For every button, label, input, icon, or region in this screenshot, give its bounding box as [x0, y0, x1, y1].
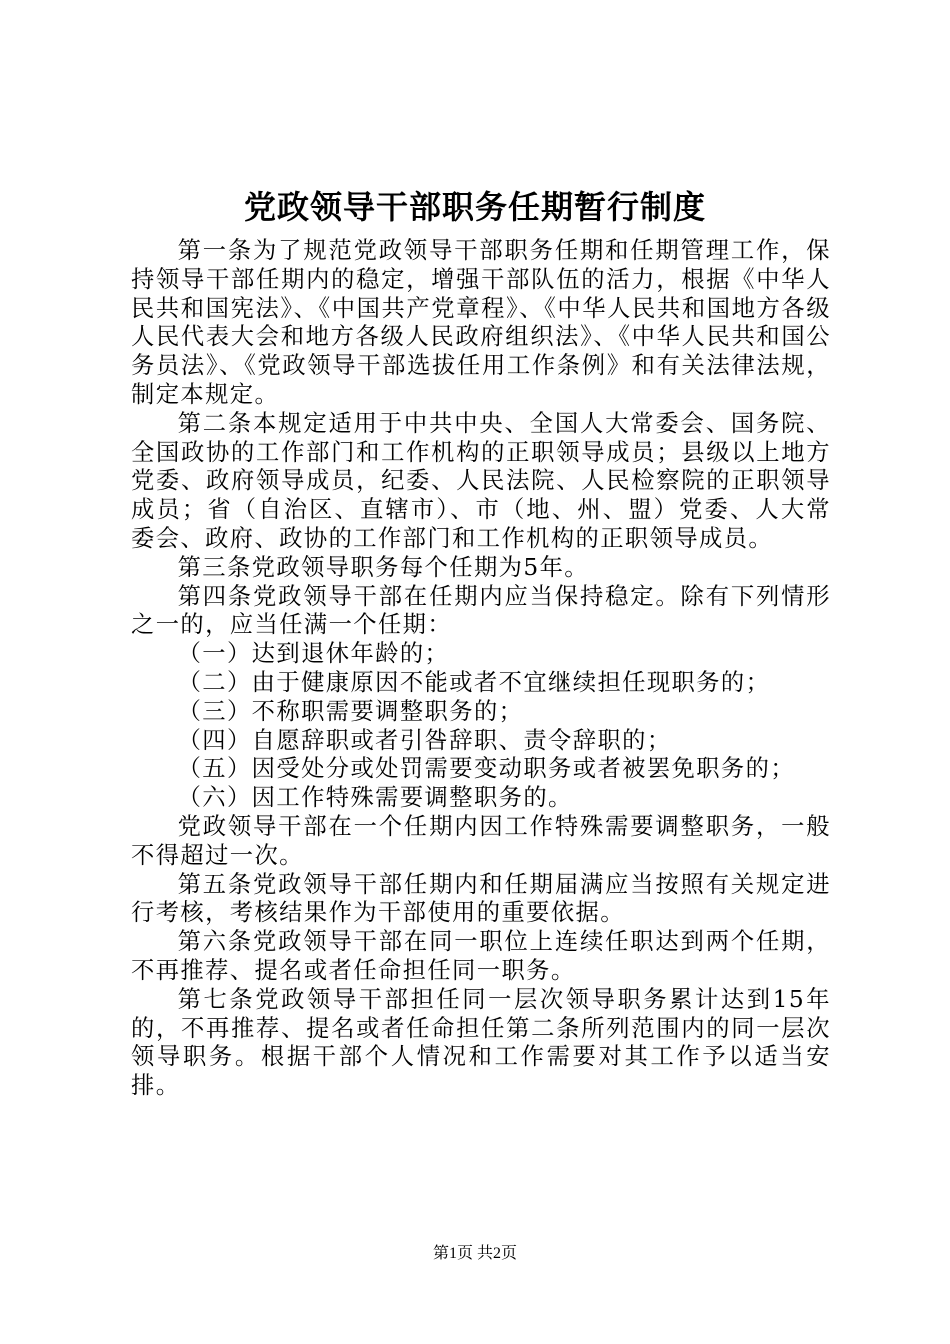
paragraph-article-6: 第六条党政领导干部在同一职位上连续任职达到两个任期，不再推荐、提名或者任命担任同一职务。 — [131, 928, 831, 984]
list-item-2: （二）由于健康原因不能或者不宜继续担任现职务的； — [177, 668, 771, 696]
paragraph-note: 党政领导干部在一个任期内因工作特殊需要调整职务，一般不得超过一次。 — [131, 812, 831, 869]
page-footer: 第1页 共2页 — [432, 1245, 517, 1262]
document-title: 党政领导干部职务任期暂行制度 — [243, 188, 706, 226]
list-item-6: （六）因工作特殊需要调整职务的。 — [177, 784, 573, 812]
paragraph-article-2: 第二条本规定适用于中共中央、全国人大常委会、国务院、全国政协的工作部门和工作机构的正职领导成员；县级以上地方党委、政府领导成员，纪委、人民法院、人民检察院的正职领导成员；省（自治区、直辖市）、市（地、州、盟）党委、人大常委会、政府、政协的工作部门和工作机构的正职领导成员。 — [131, 409, 831, 552]
list-item-1: （一）达到退休年龄的； — [177, 640, 450, 668]
list-item-3: （三）不称职需要调整职务的； — [177, 697, 524, 725]
document-body — [131, 237, 831, 1101]
paragraph-article-5: 第五条党政领导干部任期内和任期届满应当按照有关规定进行考核，考核结果作为干部使用的重要依据。 — [131, 870, 831, 927]
paragraph-article-7: 第七条党政领导干部担任同一层次领导职务累计达到15年的，不再推荐、提名或者任命担任第二条所列范围内的同一层次领导职务。根据干部个人情况和工作需要对其工作予以适当安排。 — [131, 985, 831, 1100]
paragraph-article-3: 第三条党政领导职务每个任期为5年。 — [177, 553, 589, 581]
list-item-4: （四）自愿辞职或者引咎辞职、责令辞职的； — [177, 726, 672, 754]
paragraph-article-4: 第四条党政领导干部在任期内应当保持稳定。除有下列情形之一的，应当任满一个任期： — [131, 582, 831, 639]
list-item-5: （五）因受处分或处罚需要变动职务或者被罢免职务的； — [177, 755, 796, 783]
paragraph-article-1: 第一条为了规范党政领导干部职务任期和任期管理工作，保持领导干部任期内的稳定，增强干部队伍的活力，根据《中华人民共和国宪法》、《中国共产党章程》、《中华人民共和国地方各级人民代表大会和地方各级人民政府组织法》、《中华人民共和国公务员法》、《党政领导干部选拔任用工作条例》和有关法律法规，制定本规定。 — [131, 237, 831, 408]
